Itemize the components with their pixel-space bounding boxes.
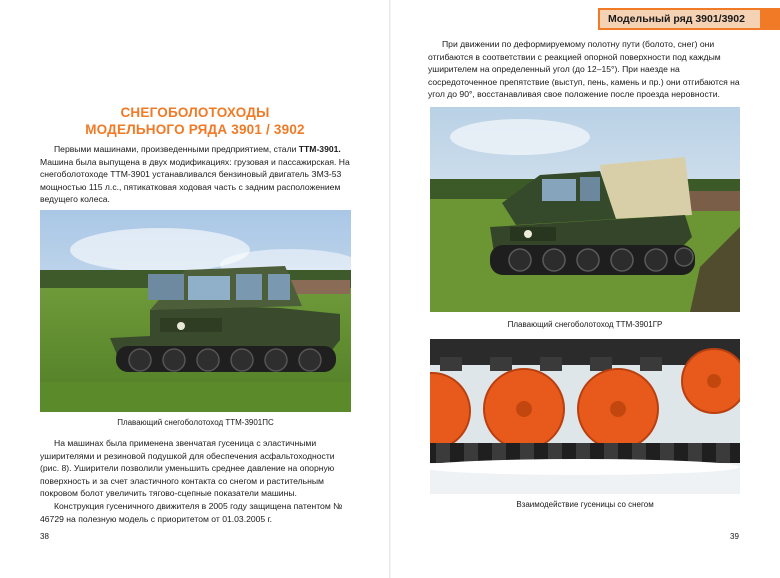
intro-text-bold: ТТМ-3901. [298,144,341,154]
page-number-left: 38 [40,532,49,541]
photo-caption-right-1: Плавающий снегоболотоход ТТМ-3901ГР [507,320,663,329]
chapter-title-line1: СНЕГОБОЛОТОХОДЫ [120,105,270,120]
page-gutter [389,0,391,578]
photo-ttm-3901ps [40,210,351,412]
page-number-right: 39 [730,532,739,541]
section-header-label: Модельный ряд 3901/3902 [600,10,760,28]
photo-track-snow [430,339,740,494]
photo-caption-left: Плавающий снегоболотоход ТТМ-3901ПС [117,418,274,427]
left-lower-paragraphs [40,437,352,525]
right-intro-paragraph [428,38,740,101]
deformation-paragraph: При движении по деформируемому полотну пути (болото, снег) они отгибаются в соответствии с реакцией опорной поверхности под каждым уширителем на определенный угол (до 12–15°). При наезде на сосредоточенное препятствие (выступ, пень, камень и пр.) они отгибаются на угол до 90°, восстанавливая свое положение после проезда неровности. [428,39,740,100]
photo-ttm-3901gr [430,107,740,312]
chapter-title [40,104,350,138]
intro-text-b: Машина была выпущена в двух модификациях: грузовая и пассажирская. На снегоболотоходе ТТМ-3901 устанавливался бензиновый двигатель ЗМЗ-53 мощностью 115 л.с., пятикатковая ходовая часть с задним расположением ведущего колеса. [40,156,350,205]
photo-caption-right-2: Взаимодействие гусеницы со снегом [516,500,654,509]
intro-text-a: Первыми машинами, произведенными предприятием, стали [54,144,299,154]
tracks-paragraph: На машинах была применена звенчатая гусеница с эластичными уширителями и резиновой подушкой для обеспечения асфальтоходности (рис. 8). Уширители позволили уменьшить среднее давление на опорную поверхность и за счет эластичного контакта со снегом и растительным покровом болот увеличить тягово-сцепные показатели машины. [40,438,335,499]
left-intro-paragraph [40,143,352,206]
patent-paragraph: Конструкция гусеничного движителя в 2005 году защищена патентом № 46729 на полезную модель с приоритетом от 01.03.2005 г. [40,500,343,524]
chapter-title-line2: МОДЕЛЬНОГО РЯДА 3901 / 3902 [85,122,305,137]
